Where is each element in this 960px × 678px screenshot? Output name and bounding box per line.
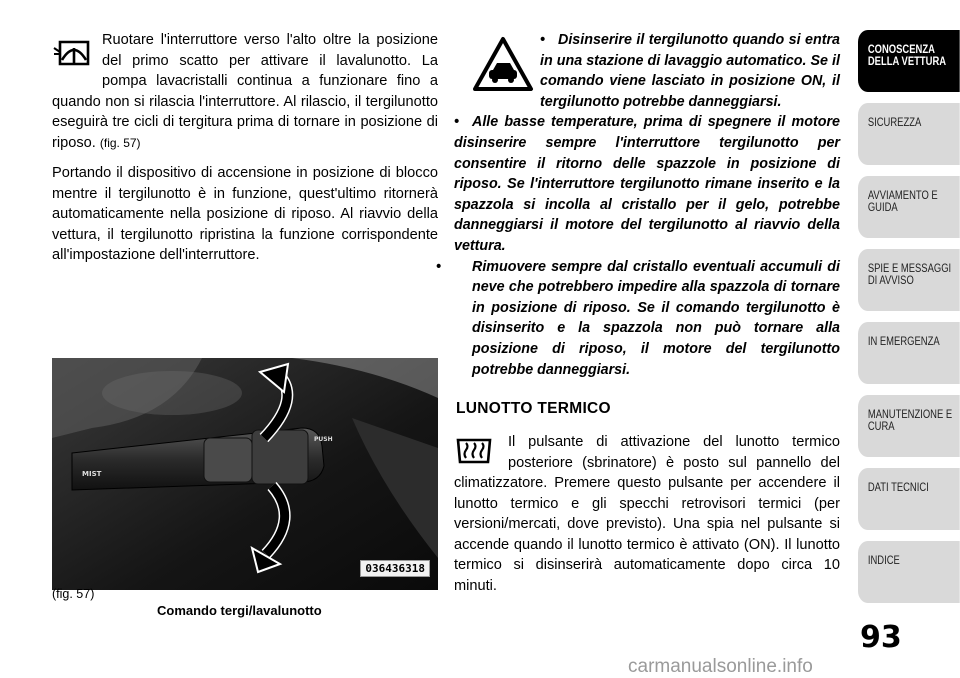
mist-label: MIST: [82, 470, 102, 478]
push-label: PUSH: [314, 436, 333, 443]
right-column: [436, 30, 840, 596]
tab-sicurezza[interactable]: SICUREZZA: [858, 103, 960, 165]
paragraph-rear-washer: Ruotare l'interruttore verso l'alto oltre la posizione del primo scatto per attivare il lavalunotto. La pompa lavacristalli continua a funzionare fino a quando non si rilascia l'interruttore. Al rilascio, il tergilunotto eseguirà tre cicli di tergitura prima di tornare in posizione di riposo. (fig. 57): [52, 32, 438, 151]
page-number: 93: [860, 620, 902, 655]
figure-code: 036436318: [360, 560, 430, 577]
tab-emergenza[interactable]: IN EMERGENZA: [858, 322, 960, 384]
tab-spie[interactable]: SPIE E MESSAGGI DI AVVISO: [858, 249, 960, 311]
section-title: LUNOTTO TERMICO: [456, 400, 611, 418]
figure-number: (fig. 57): [52, 587, 95, 601]
wiper-control-illustration: [52, 358, 438, 590]
list-item: • Disinserire il tergilunotto quando si entra in una stazione di lavaggio automatico. Se il comando viene lasciato in posizione ON, il tergilunotto potrebbe danneggiarsi.: [540, 32, 840, 110]
rear-wiper-washer-icon: [52, 34, 96, 72]
warning-car-icon: [472, 36, 534, 92]
tab-conoscenza[interactable]: CONOSCENZA DELLA VETTURA: [858, 30, 960, 92]
list-item: • Rimuovere sempre dal cristallo eventuali accumuli di neve che potrebbero impedire alla spazzola di tornare in posizione di riposo. Se il comando tergilunotto è disinserito e la spazzola non può tornare alla posizione di riposo, il motore del tergilunotto potrebbe danneggiarsi.: [436, 258, 840, 378]
tab-indice[interactable]: INDICE: [858, 541, 960, 603]
paragraph-rear-defrost: Il pulsante di attivazione del lunotto termico posteriore (sbrinatore) è posto sul pannello del climatizzatore. Premere questo pulsante per accendere il lunotto termico e gli specchi retrovisori termici (per versioni/mercati, dove previsto). Una spia nel pulsante si accende quando il lunotto termico è attivato (ON). Il lunotto termico si disinserirà automaticamente dopo circa 10 minuti.: [454, 434, 840, 594]
tab-avviamento[interactable]: AVVIAMENTO E GUIDA: [858, 176, 960, 238]
list-item: • Alle basse temperature, prima di spegnere il motore disinserire sempre l'interruttore tergilunotto per consentire il ritorno delle spazzole in posizione di riposo. Se l'interruttore tergilunotto rimane inserito e la spazzola si incolla al cristallo per il gelo, potrebbe danneggiarsi il motore del tergilunotto al riavvio della vettura.: [454, 114, 840, 254]
chapter-tabs: [858, 30, 960, 614]
rear-defrost-icon: [454, 436, 494, 466]
watermark: carmanualsonline.info: [628, 656, 813, 677]
figure-reference[interactable]: (fig. 57): [99, 135, 141, 150]
left-column: [52, 30, 438, 266]
figure-caption: Comando tergi/lavalunotto: [157, 603, 322, 618]
paragraph-ignition-lock: Portando il dispositivo di accensione in posizione di blocco mentre il tergilunotto è in funzione, quest'ultimo ritornerà automaticamente nella posizione di riposo. Al riavvio della vettura, il tergilunotto ripristina la funzione corrispondente all'impostazione dell'interruttore.: [52, 165, 438, 263]
tab-dati-tecnici[interactable]: DATI TECNICI: [858, 468, 960, 530]
tab-manutenzione[interactable]: MANUTENZIONE E CURA: [858, 395, 960, 457]
figure-photo: [52, 358, 438, 590]
